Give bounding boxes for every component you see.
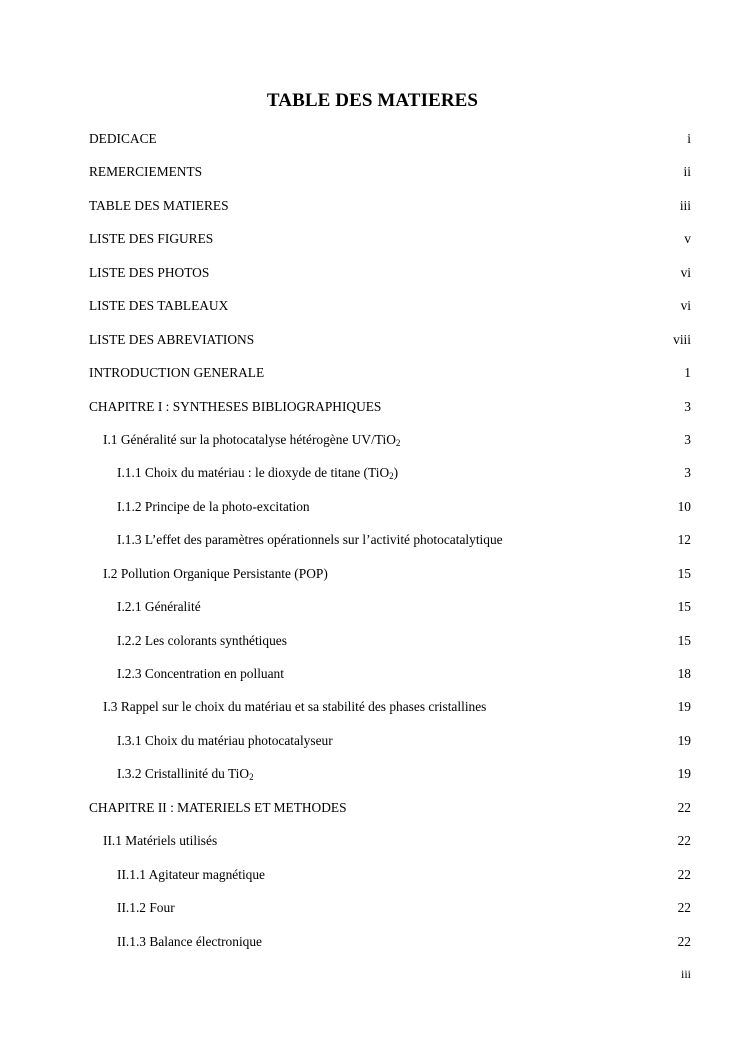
toc-entry-page-number: 22 — [677, 933, 691, 949]
toc-entry[interactable] — [89, 764, 691, 797]
toc-entry-page-number: vi — [680, 264, 691, 280]
toc-entry[interactable] — [89, 463, 691, 496]
toc-entry[interactable] — [89, 162, 691, 195]
toc-entry-label: CHAPITRE II : MATERIELS ET METHODES — [89, 799, 347, 815]
toc-entry[interactable] — [89, 597, 691, 630]
toc-entry-label: TABLE DES MATIERES — [89, 197, 229, 213]
toc-entry-page-number: 22 — [677, 833, 691, 849]
toc-entry-page-number: vi — [680, 298, 691, 314]
toc-entry-label: I.2.1 Généralité — [117, 599, 201, 615]
toc-entry-page-number: 22 — [677, 900, 691, 916]
toc-entry-page-number: 10 — [677, 498, 691, 514]
toc-entry[interactable] — [89, 196, 691, 229]
toc-entry-label: I.3 Rappel sur le choix du matériau et sa stabilité des phases cristallines — [103, 699, 487, 715]
toc-entry-label: INTRODUCTION GENERALE — [89, 365, 265, 381]
toc-entry-label: I.1.2 Principe de la photo-excitation — [117, 498, 310, 514]
toc-entry-label: LISTE DES TABLEAUX — [89, 298, 229, 314]
toc-entry-page-number: 22 — [677, 866, 691, 882]
table-of-contents — [89, 129, 691, 965]
toc-entry-label: CHAPITRE I : SYNTHESES BIBLIOGRAPHIQUES — [89, 398, 382, 414]
toc-entry[interactable] — [89, 697, 691, 730]
toc-entry[interactable] — [89, 397, 691, 430]
toc-entry-page-number: v — [684, 231, 691, 247]
toc-entry-page-number: 3 — [684, 431, 691, 447]
toc-entry-page-number: 22 — [677, 799, 691, 815]
toc-entry-page-number: 15 — [677, 565, 691, 581]
toc-entry-page-number: ii — [683, 164, 691, 180]
toc-entry-page-number: 19 — [677, 732, 691, 748]
toc-entry-label: DEDICACE — [89, 131, 157, 146]
toc-entry-page-number: 3 — [684, 465, 691, 481]
toc-entry-label: I.3.1 Choix du matériau photocatalyseur — [117, 732, 333, 748]
toc-entry[interactable] — [89, 497, 691, 530]
toc-entry-label: II.1.1 Agitateur magnétique — [117, 866, 265, 882]
toc-entry[interactable] — [89, 229, 691, 262]
toc-entry[interactable] — [89, 564, 691, 597]
toc-entry[interactable] — [89, 129, 691, 162]
toc-entry-label: I.2.2 Les colorants synthétiques — [117, 632, 287, 648]
toc-entry[interactable] — [89, 932, 691, 965]
toc-entry[interactable] — [89, 798, 691, 831]
toc-entry-label: II.1.3 Balance électronique — [117, 933, 262, 949]
toc-entry-label: I.1 Généralité sur la photocatalyse hétérogène UV/TiO$_2$ — [103, 431, 401, 448]
toc-entry-page-number: 15 — [677, 599, 691, 615]
toc-entry-label: LISTE DES ABREVIATIONS — [89, 331, 255, 347]
toc-entry-label: I.1.3 L’effet des paramètres opérationnels sur l’activité photocatalytique — [117, 532, 503, 548]
toc-entry-page-number: i — [687, 131, 691, 146]
toc-entry-label: REMERCIEMENTS — [89, 164, 203, 180]
toc-entry-label: II.1 Matériels utilisés — [103, 833, 218, 849]
toc-entry-label: I.2 Pollution Organique Persistante (POP) — [103, 565, 328, 581]
toc-entry[interactable] — [89, 664, 691, 697]
toc-entry-label: LISTE DES PHOTOS — [89, 264, 210, 280]
toc-entry[interactable] — [89, 731, 691, 764]
toc-entry-page-number: 3 — [684, 398, 691, 414]
toc-entry-page-number: 12 — [677, 532, 691, 548]
toc-entry-page-number: viii — [673, 331, 691, 347]
toc-entry[interactable] — [89, 296, 691, 329]
toc-entry[interactable] — [89, 430, 691, 463]
toc-entry-label: II.1.2 Four — [117, 900, 175, 916]
toc-entry-label: I.1.1 Choix du matériau : le dioxyde de titane (TiO$_2$) — [117, 465, 399, 482]
toc-entry-label: I.2.3 Concentration en polluant — [117, 666, 284, 681]
toc-entry[interactable] — [89, 530, 691, 563]
toc-entry[interactable] — [89, 263, 691, 296]
toc-entry-page-number: 15 — [677, 632, 691, 648]
toc-entry[interactable] — [89, 865, 691, 898]
toc-entry-page-number: 19 — [677, 699, 691, 715]
toc-entry[interactable] — [89, 898, 691, 931]
toc-entry-page-number: 18 — [677, 666, 691, 681]
page-title: TABLE DES MATIERES — [266, 90, 479, 111]
toc-entry[interactable] — [89, 831, 691, 864]
toc-entry[interactable] — [89, 363, 691, 396]
toc-entry[interactable] — [89, 330, 691, 363]
page-number: iii — [680, 967, 691, 981]
toc-entry-page-number: 1 — [684, 365, 691, 381]
toc-entry-label: I.3.2 Cristallinité du TiO$_2$ — [117, 766, 254, 783]
toc-entry-page-number: 19 — [677, 766, 691, 782]
toc-entry-page-number: iii — [679, 197, 691, 213]
toc-entry-label: LISTE DES FIGURES — [89, 231, 214, 247]
toc-entry[interactable] — [89, 631, 691, 664]
